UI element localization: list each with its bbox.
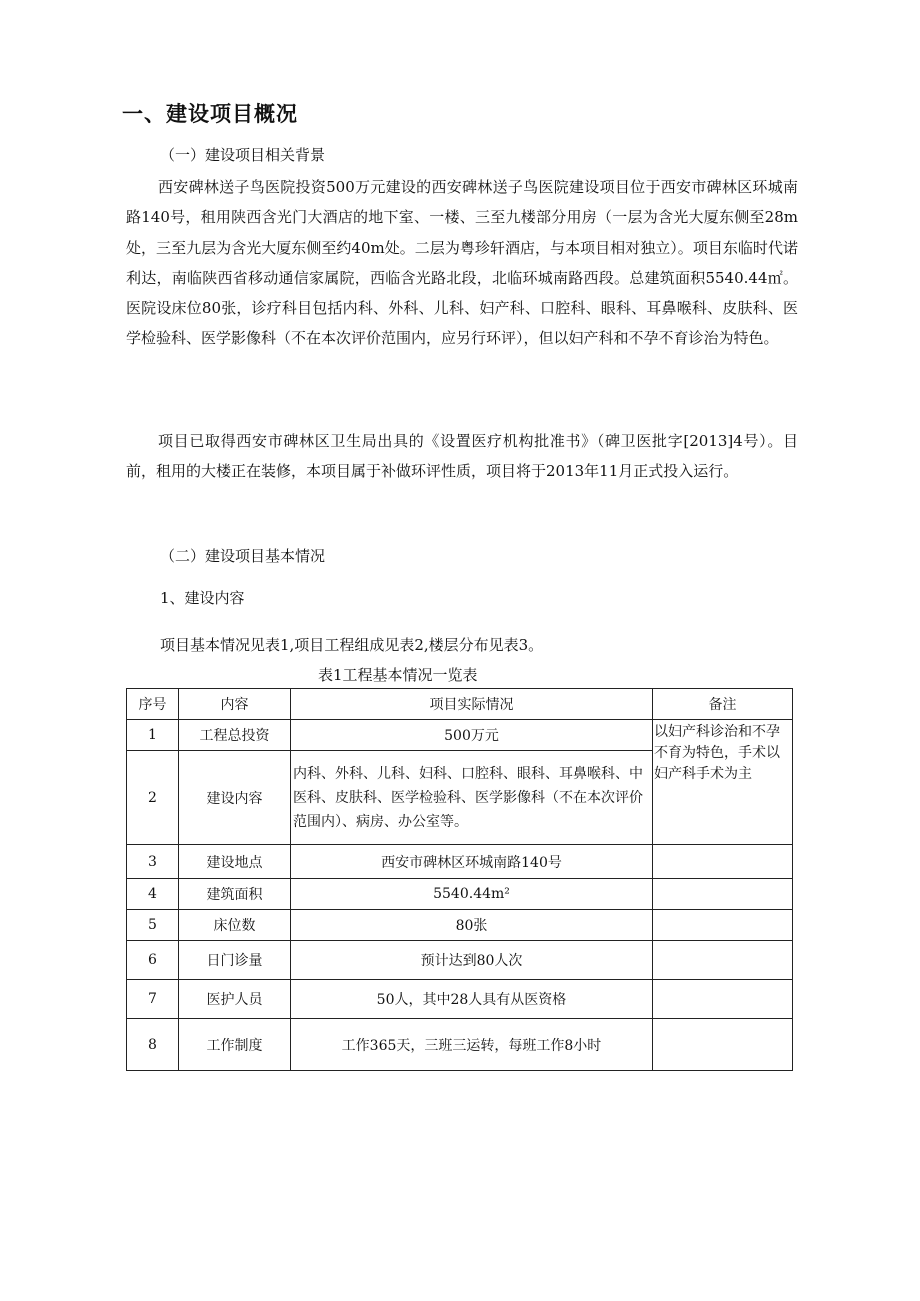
header-item: 内容 [179, 689, 291, 720]
cell-no: 6 [127, 941, 179, 980]
cell-no: 3 [127, 845, 179, 879]
cell-no: 1 [127, 720, 179, 751]
cell-item: 建设内容 [179, 751, 291, 845]
cell-value: 80张 [291, 910, 653, 941]
header-value: 项目实际情况 [291, 689, 653, 720]
cell-value: 500万元 [291, 720, 653, 751]
cell-item: 床位数 [179, 910, 291, 941]
cell-item: 医护人员 [179, 980, 291, 1019]
section-heading: 一、建设项目概况 [122, 102, 298, 126]
subsection-title-background: （一）建设项目相关背景 [160, 146, 326, 164]
cell-note [653, 845, 793, 879]
table-row [127, 980, 793, 1019]
table-row [127, 941, 793, 980]
table-row [127, 910, 793, 941]
approval-paragraph: 项目已取得西安市碑林区卫生局出具的《设置医疗机构批准书》（碑卫医批字[2013]4号）。目前，租用的大楼正在装修，本项目属于补做环评性质，项目将于2013年11月正式投入运行。 [126, 432, 798, 481]
table-row [127, 1019, 793, 1071]
cell-note [653, 879, 793, 910]
table-caption: 表1工程基本情况一览表 [318, 666, 478, 684]
subsection-title-basic: （二）建设项目基本情况 [160, 547, 326, 565]
cell-value: 50人，其中28人具有从医资格 [291, 980, 653, 1019]
cell-value: 工作365天，三班三运转，每班工作8小时 [291, 1019, 653, 1071]
header-no: 序号 [127, 689, 179, 720]
cell-value: 西安市碑林区环城南路140号 [291, 845, 653, 879]
cell-note: 以妇产科诊治和不孕不育为特色，手术以妇产科手术为主 [653, 720, 793, 845]
table-intro-text: 项目基本情况见表1,项目工程组成见表2,楼层分布见表3。 [160, 636, 544, 654]
cell-note [653, 941, 793, 980]
cell-value: 5540.44m² [291, 879, 653, 910]
cell-value: 内科、外科、儿科、妇科、口腔科、眼科、耳鼻喉科、中医科、皮肤科、医学检验科、医学影像科（不在本次评价范围内）、病房、办公室等。 [291, 751, 653, 845]
cell-no: 5 [127, 910, 179, 941]
cell-value: 预计达到80人次 [291, 941, 653, 980]
table-header-row [127, 689, 793, 720]
subsubsection-title-content: 1、建设内容 [160, 589, 245, 607]
cell-item: 建筑面积 [179, 879, 291, 910]
cell-no: 7 [127, 980, 179, 1019]
header-note: 备注 [653, 689, 793, 720]
cell-note [653, 910, 793, 941]
cell-no: 2 [127, 751, 179, 845]
project-basic-info-table [126, 688, 793, 1071]
cell-note [653, 980, 793, 1019]
cell-note [653, 1019, 793, 1071]
cell-item: 工作制度 [179, 1019, 291, 1071]
table-row [127, 720, 793, 751]
cell-no: 4 [127, 879, 179, 910]
cell-item: 建设地点 [179, 845, 291, 879]
table-row [127, 879, 793, 910]
cell-item: 工程总投资 [179, 720, 291, 751]
cell-item: 日门诊量 [179, 941, 291, 980]
background-paragraph: 西安碑林送子鸟医院投资500万元建设的西安碑林送子鸟医院建设项目位于西安市碑林区环城南路140号，租用陕西含光门大酒店的地下室、一楼、三至九楼部分用房（一层为含光大厦东侧至28m处，三至九层为含光大厦东侧至约40m处。二层为粤珍轩酒店，与本项目相对独立）。项目东临时代诺利达，南临陕西省移动通信家属院，西临含光路北段，北临环城南路西段。总建筑面积5540.44㎡。医院设床位80张，诊疗科目包括内科、外科、儿科、妇产科、口腔科、眼科、耳鼻喉科、皮肤科、医学检验科、医学影像科（不在本次评价范围内，应另行环评），但以妇产科和不孕不育诊治为特色。 [126, 178, 798, 348]
table-row [127, 845, 793, 879]
cell-no: 8 [127, 1019, 179, 1071]
